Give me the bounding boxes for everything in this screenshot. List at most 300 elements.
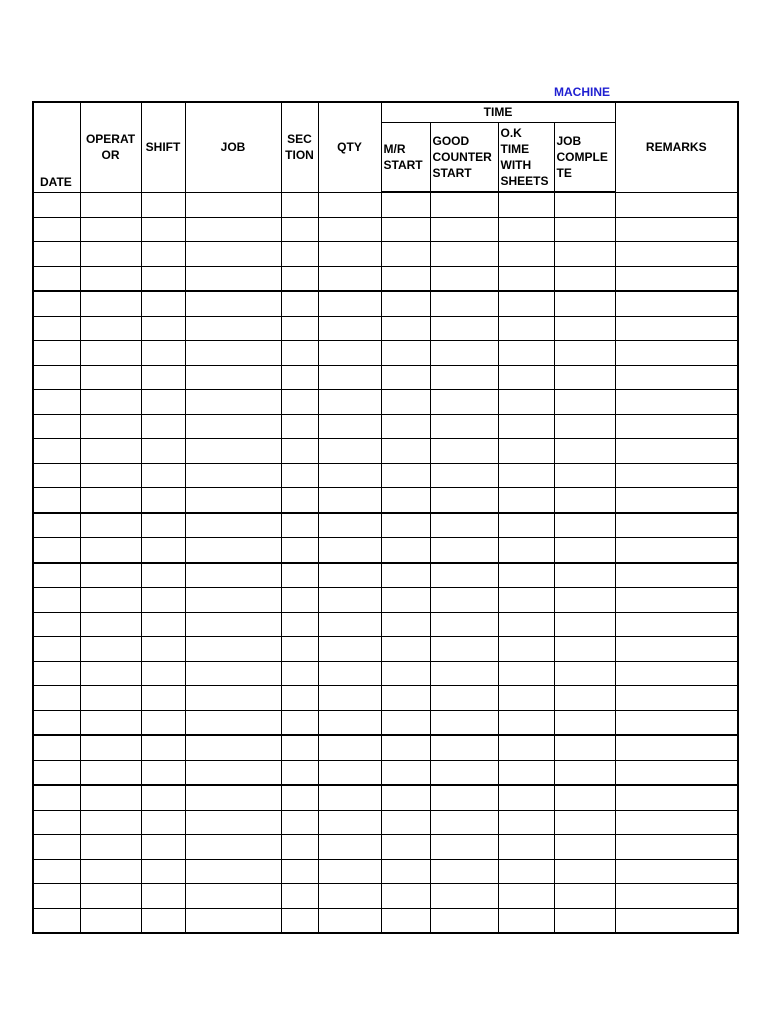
- ok-time-with-sheets-cell[interactable]: [498, 538, 554, 563]
- remarks-cell[interactable]: [615, 686, 738, 711]
- job-cell[interactable]: [185, 463, 281, 488]
- job-complete-cell[interactable]: [554, 538, 615, 563]
- date-cell[interactable]: [33, 710, 80, 735]
- job-cell[interactable]: [185, 661, 281, 686]
- qty-cell[interactable]: [318, 637, 381, 662]
- shift-cell[interactable]: [141, 835, 185, 860]
- date-cell[interactable]: [33, 661, 80, 686]
- good-counter-start-cell[interactable]: [430, 390, 498, 415]
- date-cell[interactable]: [33, 588, 80, 613]
- remarks-cell[interactable]: [615, 810, 738, 835]
- date-cell[interactable]: [33, 266, 80, 291]
- good-counter-start-cell[interactable]: [430, 365, 498, 390]
- qty-cell[interactable]: [318, 760, 381, 785]
- mr-start-cell[interactable]: [381, 365, 430, 390]
- remarks-cell[interactable]: [615, 463, 738, 488]
- shift-cell[interactable]: [141, 563, 185, 588]
- ok-time-with-sheets-cell[interactable]: [498, 810, 554, 835]
- remarks-cell[interactable]: [615, 637, 738, 662]
- date-cell[interactable]: [33, 735, 80, 760]
- operator-cell[interactable]: [80, 192, 141, 217]
- ok-time-with-sheets-cell[interactable]: [498, 686, 554, 711]
- job-cell[interactable]: [185, 513, 281, 538]
- operator-cell[interactable]: [80, 785, 141, 810]
- mr-start-cell[interactable]: [381, 266, 430, 291]
- job-cell[interactable]: [185, 439, 281, 464]
- shift-cell[interactable]: [141, 760, 185, 785]
- shift-cell[interactable]: [141, 217, 185, 242]
- operator-cell[interactable]: [80, 463, 141, 488]
- good-counter-start-cell[interactable]: [430, 439, 498, 464]
- ok-time-with-sheets-cell[interactable]: [498, 316, 554, 341]
- job-complete-cell[interactable]: [554, 637, 615, 662]
- job-cell[interactable]: [185, 316, 281, 341]
- good-counter-start-cell[interactable]: [430, 463, 498, 488]
- operator-cell[interactable]: [80, 810, 141, 835]
- job-complete-cell[interactable]: [554, 661, 615, 686]
- remarks-cell[interactable]: [615, 390, 738, 415]
- date-cell[interactable]: [33, 414, 80, 439]
- mr-start-cell[interactable]: [381, 661, 430, 686]
- shift-cell[interactable]: [141, 710, 185, 735]
- date-cell[interactable]: [33, 291, 80, 316]
- mr-start-cell[interactable]: [381, 735, 430, 760]
- date-cell[interactable]: [33, 341, 80, 366]
- remarks-cell[interactable]: [615, 439, 738, 464]
- ok-time-with-sheets-cell[interactable]: [498, 908, 554, 933]
- shift-cell[interactable]: [141, 266, 185, 291]
- remarks-cell[interactable]: [615, 513, 738, 538]
- operator-cell[interactable]: [80, 365, 141, 390]
- date-cell[interactable]: [33, 192, 80, 217]
- shift-cell[interactable]: [141, 785, 185, 810]
- ok-time-with-sheets-cell[interactable]: [498, 835, 554, 860]
- good-counter-start-cell[interactable]: [430, 661, 498, 686]
- date-cell[interactable]: [33, 908, 80, 933]
- job-cell[interactable]: [185, 390, 281, 415]
- operator-cell[interactable]: [80, 612, 141, 637]
- shift-cell[interactable]: [141, 463, 185, 488]
- shift-cell[interactable]: [141, 365, 185, 390]
- job-cell[interactable]: [185, 266, 281, 291]
- qty-cell[interactable]: [318, 710, 381, 735]
- remarks-cell[interactable]: [615, 760, 738, 785]
- job-cell[interactable]: [185, 488, 281, 513]
- mr-start-cell[interactable]: [381, 538, 430, 563]
- operator-cell[interactable]: [80, 884, 141, 909]
- section-cell[interactable]: [281, 538, 318, 563]
- shift-cell[interactable]: [141, 637, 185, 662]
- shift-cell[interactable]: [141, 859, 185, 884]
- section-cell[interactable]: [281, 760, 318, 785]
- operator-cell[interactable]: [80, 637, 141, 662]
- remarks-cell[interactable]: [615, 908, 738, 933]
- remarks-cell[interactable]: [615, 365, 738, 390]
- operator-cell[interactable]: [80, 835, 141, 860]
- shift-cell[interactable]: [141, 439, 185, 464]
- section-cell[interactable]: [281, 563, 318, 588]
- shift-cell[interactable]: [141, 661, 185, 686]
- ok-time-with-sheets-cell[interactable]: [498, 266, 554, 291]
- job-complete-cell[interactable]: [554, 390, 615, 415]
- qty-cell[interactable]: [318, 785, 381, 810]
- mr-start-cell[interactable]: [381, 637, 430, 662]
- section-cell[interactable]: [281, 242, 318, 267]
- good-counter-start-cell[interactable]: [430, 513, 498, 538]
- ok-time-with-sheets-cell[interactable]: [498, 390, 554, 415]
- good-counter-start-cell[interactable]: [430, 835, 498, 860]
- ok-time-with-sheets-cell[interactable]: [498, 710, 554, 735]
- good-counter-start-cell[interactable]: [430, 588, 498, 613]
- shift-cell[interactable]: [141, 414, 185, 439]
- good-counter-start-cell[interactable]: [430, 710, 498, 735]
- section-cell[interactable]: [281, 588, 318, 613]
- mr-start-cell[interactable]: [381, 835, 430, 860]
- mr-start-cell[interactable]: [381, 588, 430, 613]
- qty-cell[interactable]: [318, 588, 381, 613]
- section-cell[interactable]: [281, 217, 318, 242]
- mr-start-cell[interactable]: [381, 390, 430, 415]
- ok-time-with-sheets-cell[interactable]: [498, 341, 554, 366]
- good-counter-start-cell[interactable]: [430, 242, 498, 267]
- good-counter-start-cell[interactable]: [430, 192, 498, 217]
- qty-cell[interactable]: [318, 735, 381, 760]
- job-complete-cell[interactable]: [554, 760, 615, 785]
- qty-cell[interactable]: [318, 612, 381, 637]
- job-cell[interactable]: [185, 192, 281, 217]
- job-complete-cell[interactable]: [554, 563, 615, 588]
- mr-start-cell[interactable]: [381, 563, 430, 588]
- ok-time-with-sheets-cell[interactable]: [498, 439, 554, 464]
- mr-start-cell[interactable]: [381, 513, 430, 538]
- section-cell[interactable]: [281, 686, 318, 711]
- job-cell[interactable]: [185, 785, 281, 810]
- date-cell[interactable]: [33, 463, 80, 488]
- operator-cell[interactable]: [80, 588, 141, 613]
- qty-cell[interactable]: [318, 463, 381, 488]
- good-counter-start-cell[interactable]: [430, 735, 498, 760]
- remarks-cell[interactable]: [615, 414, 738, 439]
- ok-time-with-sheets-cell[interactable]: [498, 661, 554, 686]
- section-cell[interactable]: [281, 291, 318, 316]
- qty-cell[interactable]: [318, 810, 381, 835]
- good-counter-start-cell[interactable]: [430, 291, 498, 316]
- mr-start-cell[interactable]: [381, 785, 430, 810]
- qty-cell[interactable]: [318, 242, 381, 267]
- remarks-cell[interactable]: [615, 661, 738, 686]
- section-cell[interactable]: [281, 884, 318, 909]
- mr-start-cell[interactable]: [381, 217, 430, 242]
- mr-start-cell[interactable]: [381, 488, 430, 513]
- qty-cell[interactable]: [318, 686, 381, 711]
- job-complete-cell[interactable]: [554, 513, 615, 538]
- date-cell[interactable]: [33, 390, 80, 415]
- mr-start-cell[interactable]: [381, 760, 430, 785]
- section-cell[interactable]: [281, 661, 318, 686]
- job-complete-cell[interactable]: [554, 785, 615, 810]
- date-cell[interactable]: [33, 637, 80, 662]
- section-cell[interactable]: [281, 266, 318, 291]
- job-complete-cell[interactable]: [554, 908, 615, 933]
- mr-start-cell[interactable]: [381, 414, 430, 439]
- section-cell[interactable]: [281, 365, 318, 390]
- shift-cell[interactable]: [141, 735, 185, 760]
- job-complete-cell[interactable]: [554, 588, 615, 613]
- job-cell[interactable]: [185, 810, 281, 835]
- operator-cell[interactable]: [80, 266, 141, 291]
- shift-cell[interactable]: [141, 488, 185, 513]
- ok-time-with-sheets-cell[interactable]: [498, 463, 554, 488]
- remarks-cell[interactable]: [615, 538, 738, 563]
- date-cell[interactable]: [33, 242, 80, 267]
- date-cell[interactable]: [33, 612, 80, 637]
- date-cell[interactable]: [33, 859, 80, 884]
- job-complete-cell[interactable]: [554, 217, 615, 242]
- good-counter-start-cell[interactable]: [430, 217, 498, 242]
- section-cell[interactable]: [281, 735, 318, 760]
- good-counter-start-cell[interactable]: [430, 884, 498, 909]
- qty-cell[interactable]: [318, 661, 381, 686]
- remarks-cell[interactable]: [615, 785, 738, 810]
- operator-cell[interactable]: [80, 217, 141, 242]
- ok-time-with-sheets-cell[interactable]: [498, 488, 554, 513]
- job-cell[interactable]: [185, 884, 281, 909]
- operator-cell[interactable]: [80, 341, 141, 366]
- good-counter-start-cell[interactable]: [430, 686, 498, 711]
- good-counter-start-cell[interactable]: [430, 810, 498, 835]
- remarks-cell[interactable]: [615, 588, 738, 613]
- operator-cell[interactable]: [80, 242, 141, 267]
- job-cell[interactable]: [185, 908, 281, 933]
- mr-start-cell[interactable]: [381, 686, 430, 711]
- section-cell[interactable]: [281, 513, 318, 538]
- mr-start-cell[interactable]: [381, 908, 430, 933]
- remarks-cell[interactable]: [615, 341, 738, 366]
- job-cell[interactable]: [185, 291, 281, 316]
- date-cell[interactable]: [33, 810, 80, 835]
- section-cell[interactable]: [281, 192, 318, 217]
- shift-cell[interactable]: [141, 242, 185, 267]
- job-cell[interactable]: [185, 242, 281, 267]
- qty-cell[interactable]: [318, 439, 381, 464]
- ok-time-with-sheets-cell[interactable]: [498, 735, 554, 760]
- remarks-cell[interactable]: [615, 217, 738, 242]
- operator-cell[interactable]: [80, 760, 141, 785]
- qty-cell[interactable]: [318, 908, 381, 933]
- shift-cell[interactable]: [141, 908, 185, 933]
- date-cell[interactable]: [33, 316, 80, 341]
- qty-cell[interactable]: [318, 563, 381, 588]
- qty-cell[interactable]: [318, 414, 381, 439]
- qty-cell[interactable]: [318, 266, 381, 291]
- ok-time-with-sheets-cell[interactable]: [498, 859, 554, 884]
- remarks-cell[interactable]: [615, 884, 738, 909]
- qty-cell[interactable]: [318, 365, 381, 390]
- job-cell[interactable]: [185, 365, 281, 390]
- good-counter-start-cell[interactable]: [430, 316, 498, 341]
- job-complete-cell[interactable]: [554, 439, 615, 464]
- ok-time-with-sheets-cell[interactable]: [498, 760, 554, 785]
- section-cell[interactable]: [281, 316, 318, 341]
- good-counter-start-cell[interactable]: [430, 859, 498, 884]
- job-complete-cell[interactable]: [554, 488, 615, 513]
- mr-start-cell[interactable]: [381, 291, 430, 316]
- section-cell[interactable]: [281, 710, 318, 735]
- qty-cell[interactable]: [318, 217, 381, 242]
- shift-cell[interactable]: [141, 341, 185, 366]
- operator-cell[interactable]: [80, 735, 141, 760]
- good-counter-start-cell[interactable]: [430, 538, 498, 563]
- shift-cell[interactable]: [141, 316, 185, 341]
- operator-cell[interactable]: [80, 661, 141, 686]
- date-cell[interactable]: [33, 835, 80, 860]
- job-complete-cell[interactable]: [554, 835, 615, 860]
- operator-cell[interactable]: [80, 513, 141, 538]
- section-cell[interactable]: [281, 488, 318, 513]
- date-cell[interactable]: [33, 884, 80, 909]
- ok-time-with-sheets-cell[interactable]: [498, 414, 554, 439]
- ok-time-with-sheets-cell[interactable]: [498, 612, 554, 637]
- qty-cell[interactable]: [318, 538, 381, 563]
- job-complete-cell[interactable]: [554, 884, 615, 909]
- good-counter-start-cell[interactable]: [430, 266, 498, 291]
- section-cell[interactable]: [281, 390, 318, 415]
- mr-start-cell[interactable]: [381, 463, 430, 488]
- mr-start-cell[interactable]: [381, 710, 430, 735]
- mr-start-cell[interactable]: [381, 439, 430, 464]
- job-cell[interactable]: [185, 341, 281, 366]
- operator-cell[interactable]: [80, 710, 141, 735]
- mr-start-cell[interactable]: [381, 242, 430, 267]
- ok-time-with-sheets-cell[interactable]: [498, 588, 554, 613]
- job-cell[interactable]: [185, 710, 281, 735]
- qty-cell[interactable]: [318, 884, 381, 909]
- job-cell[interactable]: [185, 414, 281, 439]
- operator-cell[interactable]: [80, 390, 141, 415]
- operator-cell[interactable]: [80, 686, 141, 711]
- date-cell[interactable]: [33, 217, 80, 242]
- job-complete-cell[interactable]: [554, 612, 615, 637]
- ok-time-with-sheets-cell[interactable]: [498, 785, 554, 810]
- job-cell[interactable]: [185, 217, 281, 242]
- ok-time-with-sheets-cell[interactable]: [498, 637, 554, 662]
- section-cell[interactable]: [281, 810, 318, 835]
- shift-cell[interactable]: [141, 612, 185, 637]
- section-cell[interactable]: [281, 463, 318, 488]
- qty-cell[interactable]: [318, 316, 381, 341]
- ok-time-with-sheets-cell[interactable]: [498, 192, 554, 217]
- mr-start-cell[interactable]: [381, 859, 430, 884]
- operator-cell[interactable]: [80, 859, 141, 884]
- good-counter-start-cell[interactable]: [430, 341, 498, 366]
- remarks-cell[interactable]: [615, 710, 738, 735]
- ok-time-with-sheets-cell[interactable]: [498, 242, 554, 267]
- job-cell[interactable]: [185, 835, 281, 860]
- job-cell[interactable]: [185, 859, 281, 884]
- shift-cell[interactable]: [141, 884, 185, 909]
- date-cell[interactable]: [33, 686, 80, 711]
- operator-cell[interactable]: [80, 291, 141, 316]
- ok-time-with-sheets-cell[interactable]: [498, 291, 554, 316]
- section-cell[interactable]: [281, 908, 318, 933]
- qty-cell[interactable]: [318, 291, 381, 316]
- qty-cell[interactable]: [318, 835, 381, 860]
- shift-cell[interactable]: [141, 588, 185, 613]
- job-complete-cell[interactable]: [554, 735, 615, 760]
- mr-start-cell[interactable]: [381, 884, 430, 909]
- section-cell[interactable]: [281, 439, 318, 464]
- remarks-cell[interactable]: [615, 316, 738, 341]
- qty-cell[interactable]: [318, 192, 381, 217]
- remarks-cell[interactable]: [615, 266, 738, 291]
- shift-cell[interactable]: [141, 513, 185, 538]
- ok-time-with-sheets-cell[interactable]: [498, 884, 554, 909]
- mr-start-cell[interactable]: [381, 341, 430, 366]
- date-cell[interactable]: [33, 785, 80, 810]
- ok-time-with-sheets-cell[interactable]: [498, 563, 554, 588]
- remarks-cell[interactable]: [615, 612, 738, 637]
- job-cell[interactable]: [185, 735, 281, 760]
- ok-time-with-sheets-cell[interactable]: [498, 217, 554, 242]
- operator-cell[interactable]: [80, 538, 141, 563]
- operator-cell[interactable]: [80, 488, 141, 513]
- shift-cell[interactable]: [141, 390, 185, 415]
- qty-cell[interactable]: [318, 859, 381, 884]
- date-cell[interactable]: [33, 365, 80, 390]
- job-cell[interactable]: [185, 686, 281, 711]
- section-cell[interactable]: [281, 835, 318, 860]
- good-counter-start-cell[interactable]: [430, 785, 498, 810]
- operator-cell[interactable]: [80, 563, 141, 588]
- ok-time-with-sheets-cell[interactable]: [498, 365, 554, 390]
- good-counter-start-cell[interactable]: [430, 637, 498, 662]
- shift-cell[interactable]: [141, 538, 185, 563]
- qty-cell[interactable]: [318, 513, 381, 538]
- remarks-cell[interactable]: [615, 735, 738, 760]
- job-complete-cell[interactable]: [554, 291, 615, 316]
- mr-start-cell[interactable]: [381, 316, 430, 341]
- job-complete-cell[interactable]: [554, 316, 615, 341]
- shift-cell[interactable]: [141, 810, 185, 835]
- ok-time-with-sheets-cell[interactable]: [498, 513, 554, 538]
- section-cell[interactable]: [281, 341, 318, 366]
- shift-cell[interactable]: [141, 686, 185, 711]
- date-cell[interactable]: [33, 488, 80, 513]
- job-complete-cell[interactable]: [554, 859, 615, 884]
- job-cell[interactable]: [185, 563, 281, 588]
- shift-cell[interactable]: [141, 291, 185, 316]
- qty-cell[interactable]: [318, 390, 381, 415]
- good-counter-start-cell[interactable]: [430, 488, 498, 513]
- date-cell[interactable]: [33, 760, 80, 785]
- job-complete-cell[interactable]: [554, 414, 615, 439]
- job-cell[interactable]: [185, 612, 281, 637]
- job-cell[interactable]: [185, 588, 281, 613]
- good-counter-start-cell[interactable]: [430, 414, 498, 439]
- operator-cell[interactable]: [80, 439, 141, 464]
- job-cell[interactable]: [185, 760, 281, 785]
- date-cell[interactable]: [33, 513, 80, 538]
- remarks-cell[interactable]: [615, 488, 738, 513]
- good-counter-start-cell[interactable]: [430, 612, 498, 637]
- shift-cell[interactable]: [141, 192, 185, 217]
- job-complete-cell[interactable]: [554, 341, 615, 366]
- section-cell[interactable]: [281, 612, 318, 637]
- job-complete-cell[interactable]: [554, 242, 615, 267]
- remarks-cell[interactable]: [615, 192, 738, 217]
- job-complete-cell[interactable]: [554, 192, 615, 217]
- date-cell[interactable]: [33, 563, 80, 588]
